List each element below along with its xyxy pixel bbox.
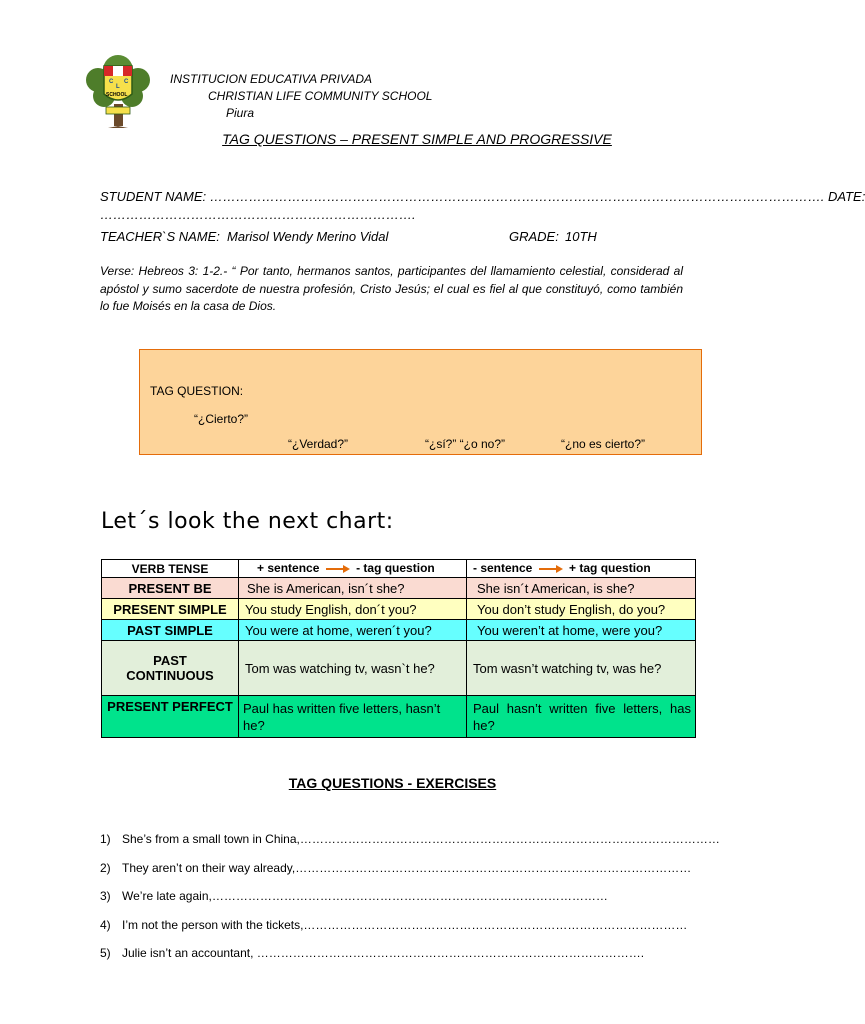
verb-tense-table: [101, 559, 696, 738]
table-row: [102, 578, 696, 599]
teacher-label: TEACHER`S NAME:: [100, 229, 220, 244]
arrow-right-icon: [539, 562, 563, 576]
date-line: ……………………………………………………………….: [100, 207, 416, 222]
table-row: [102, 696, 696, 738]
positive-cell: Tom was watching tv, wasn`t he?: [239, 641, 467, 696]
exercise-text: They aren’t on their way already,………………………………………………………………………………………: [122, 861, 692, 875]
logo-letter-c2: C: [124, 79, 129, 85]
exercise-number: 3): [100, 889, 111, 903]
header-negative-right: + tag question: [569, 561, 651, 576]
exercise-text: Julie isn’t an accountant, …………………………………………………………………………………….: [122, 946, 645, 960]
school-logo: [84, 54, 152, 128]
tag-si-no: “¿sí?” “¿o no?”: [425, 437, 506, 451]
page-title: TAG QUESTIONS – PRESENT SIMPLE AND PROGRESSIVE: [222, 131, 612, 147]
exercise-number: 4): [100, 918, 111, 932]
tag-cierto: “¿Cierto?”: [194, 412, 249, 426]
tag-verdad: “¿Verdad?”: [288, 437, 349, 451]
tense-cell: PAST SIMPLE: [102, 620, 239, 641]
header-verb-tense: VERB TENSE: [102, 560, 239, 578]
school-city: Piura: [226, 106, 255, 120]
exercise-number: 5): [100, 946, 111, 960]
exercise-item: [100, 946, 644, 960]
header-negative-left: - sentence: [473, 561, 533, 576]
chart-heading: Let´s look the next chart:: [101, 509, 394, 534]
positive-cell: She is American, isn´t she?: [239, 578, 467, 599]
logo-letter-l: L: [116, 84, 120, 90]
exercise-item: [100, 861, 691, 875]
negative-cell: Tom wasn’t watching tv, was he?: [467, 641, 696, 696]
tag-no-es-cierto: “¿no es cierto?”: [561, 437, 646, 451]
grade-value: 10TH: [565, 229, 597, 244]
exercises-title: TAG QUESTIONS - EXERCISES: [288, 775, 497, 791]
header-negative: [467, 560, 696, 578]
tense-cell: PRESENT SIMPLE: [102, 599, 239, 620]
negative-cell: Paul hasn’t written five letters, has he?: [467, 696, 696, 738]
tag-question-box: [139, 349, 702, 455]
bible-verse: Verse: Hebreos 3: 1-2.- “ Por tanto, hermanos santos, participantes del llamamiento celestial, considerad al apóstol y sumo sacerdote de nuestra profesión, Cristo Jesús; el cual es fiel al que constituyó, como también lo fue Moisés en la casa de Dios.: [100, 264, 683, 313]
exercise-number: 2): [100, 861, 111, 875]
exercise-text: I’m not the person with the tickets,……………………………………………………………………………………: [122, 918, 688, 932]
arrow-right-icon: [326, 562, 350, 576]
tense-cell: PAST CONTINUOUS: [102, 641, 239, 696]
table-row: [102, 599, 696, 620]
exercise-item: [100, 832, 720, 846]
teacher-name: Marisol Wendy Merino Vidal: [227, 229, 389, 244]
exercise-item: [100, 889, 608, 903]
exercise-number: 1): [100, 832, 111, 846]
exercise-item: [100, 918, 687, 932]
grade-label: GRADE:: [509, 229, 559, 244]
student-name-line: STUDENT NAME: ……………………………………………………………………………………………………………………………. DATE:: [100, 189, 865, 204]
table-row: [102, 620, 696, 641]
school-type: INSTITUCION EDUCATIVA PRIVADA: [170, 72, 373, 86]
negative-cell: She isn´t American, is she?: [467, 578, 696, 599]
table-row: [102, 641, 696, 696]
positive-cell: You were at home, weren´t you?: [239, 620, 467, 641]
positive-cell: You study English, don´t you?: [239, 599, 467, 620]
tense-cell: PRESENT PERFECT: [102, 696, 239, 738]
exercise-text: She’s from a small town in China,……………………………………………………………………………………………: [122, 832, 720, 846]
logo-letter-c1: C: [109, 79, 114, 85]
tag-question-label: TAG QUESTION:: [150, 384, 244, 398]
negative-cell: You don’t study English, do you?: [467, 599, 696, 620]
positive-cell: Paul has written five letters, hasn’t he?: [239, 696, 467, 738]
logo-text: SCHOOL: [106, 92, 128, 98]
negative-cell: You weren’t at home, were you?: [467, 620, 696, 641]
header-positive-right: - tag question: [356, 561, 435, 576]
header-positive-left: + sentence: [257, 561, 320, 576]
header-positive: [239, 560, 467, 578]
exercise-text: We’re late again,………………………………………………………………………………………: [122, 889, 608, 903]
school-name: CHRISTIAN LIFE COMMUNITY SCHOOL: [208, 89, 433, 103]
tense-cell: PRESENT BE: [102, 578, 239, 599]
table-header-row: [102, 560, 696, 578]
